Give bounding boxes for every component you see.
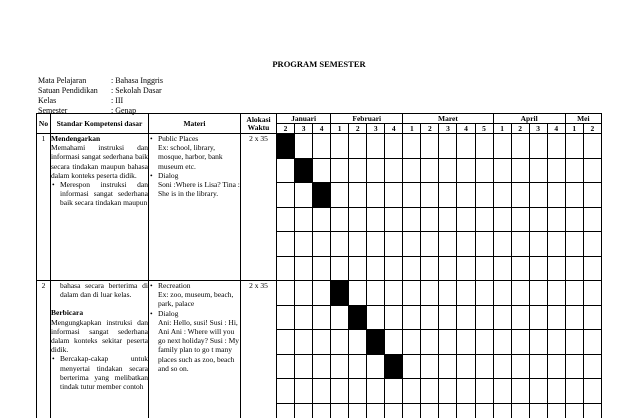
week-cell [277,207,295,232]
week-cell [313,207,331,232]
week-cell [439,158,457,183]
week-cell [403,134,421,159]
week-cell [349,305,367,330]
week-cell [385,158,403,183]
week-cell [529,232,547,257]
meta-key: Mata Pelajaran [38,76,87,85]
header-week: 2 [421,124,439,134]
week-cell [493,134,511,159]
schedule-row [37,281,602,306]
kompetensi-cell [51,134,149,281]
header-week: 2 [277,124,295,134]
meta-row-class [38,96,163,106]
week-cell [583,354,601,379]
week-cell [475,134,493,159]
week-cell [313,354,331,379]
week-cell [565,354,583,379]
alokasi-cell: 2 x 35 [241,281,277,418]
meta-value: : III [111,96,124,105]
week-cell [421,330,439,355]
week-cell [295,158,313,183]
week-cell [475,354,493,379]
week-cell [367,183,385,208]
header-week: 2 [511,124,529,134]
materi-text: Soni :Where is Lisa? Tina : She is in the library. [158,180,240,199]
week-cell [547,305,565,330]
week-cell [565,281,583,306]
week-cell [295,232,313,257]
alokasi-cell: 2 x 35 [241,134,277,281]
week-cell [493,330,511,355]
week-cell [367,379,385,404]
week-cell [565,183,583,208]
meta-key: Semester [38,106,68,115]
week-cell [439,207,457,232]
week-cell [529,379,547,404]
week-cell [277,256,295,281]
materi-text: Ani: Hello, susi! Susi : Hi, Ani Ani : Where will you go next holiday? Susi : My family plan to go t many places such as zoo, beach and so on. [158,317,240,373]
week-cell [493,232,511,257]
week-cell [349,354,367,379]
week-cell [493,183,511,208]
week-cell [385,305,403,330]
week-cell [367,330,385,355]
week-cell [439,354,457,379]
week-cell [565,256,583,281]
week-cell [331,134,349,159]
week-cell [295,207,313,232]
week-cell [475,207,493,232]
week-cell [457,158,475,183]
week-cell [565,330,583,355]
week-cell [277,232,295,257]
header-month-maret: Maret [403,114,493,124]
week-cell [547,281,565,306]
header-week: 4 [385,124,403,134]
week-cell [421,134,439,159]
week-cell [295,379,313,404]
week-cell [277,330,295,355]
header-week: 3 [295,124,313,134]
week-cell [493,354,511,379]
week-cell [331,183,349,208]
week-cell [457,379,475,404]
week-cell [565,305,583,330]
week-cell [403,281,421,306]
week-cell [349,207,367,232]
week-cell [583,379,601,404]
semester-schedule-table [36,113,602,418]
week-cell [313,232,331,257]
week-cell [511,281,529,306]
week-cell [475,330,493,355]
week-cell [403,354,421,379]
row-number: 1 [37,134,51,281]
materi-bullet: • Dialog [149,309,240,318]
header-week: 1 [403,124,421,134]
week-cell [511,183,529,208]
week-cell [529,183,547,208]
week-cell [295,281,313,306]
week-cell [565,158,583,183]
week-cell [511,379,529,404]
week-cell [493,403,511,418]
week-cell [277,354,295,379]
week-cell [421,183,439,208]
week-cell [295,256,313,281]
week-cell [421,403,439,418]
week-cell [367,134,385,159]
week-cell [565,207,583,232]
week-cell [457,256,475,281]
week-cell [529,354,547,379]
week-cell [385,281,403,306]
header-no: No [37,114,51,134]
week-cell [367,354,385,379]
week-cell [457,305,475,330]
week-cell [385,134,403,159]
week-cell [493,256,511,281]
row-number: 2 [37,281,51,418]
week-cell [403,379,421,404]
week-cell [421,232,439,257]
week-cell [331,232,349,257]
week-cell [583,134,601,159]
week-cell [547,207,565,232]
week-cell [529,134,547,159]
week-cell [547,379,565,404]
week-cell [457,207,475,232]
week-cell [511,134,529,159]
week-cell [547,330,565,355]
week-cell [565,134,583,159]
week-cell [403,305,421,330]
week-cell [367,256,385,281]
header-week: 2 [583,124,601,134]
week-cell [331,330,349,355]
header-week: 3 [529,124,547,134]
meta-key: Satuan Pendidikan [38,86,98,95]
kd-bullet: • Merespon instruksi dan informasi sangat sederhana baik secara tindakan maupun [51,180,148,208]
week-cell [565,403,583,418]
week-cell [385,207,403,232]
week-cell [367,281,385,306]
week-cell [349,183,367,208]
kd-text: Memahami instruksi dan informasi sangat sederhana baik secara tindakan maupun bahasa dalam konteks peserta didik. [51,143,148,180]
week-cell [493,207,511,232]
week-cell [565,232,583,257]
week-cell [421,354,439,379]
week-cell [385,256,403,281]
week-cell [277,158,295,183]
week-cell [421,158,439,183]
week-cell [511,330,529,355]
week-cell [583,330,601,355]
schedule-row [37,134,602,159]
week-cell [565,379,583,404]
header-month-april: April [493,114,565,124]
week-cell [313,305,331,330]
header-week: 3 [439,124,457,134]
week-cell [331,281,349,306]
week-cell [529,256,547,281]
header-standar: Standar Kompetensi dasar [51,114,149,134]
week-cell [385,330,403,355]
week-cell [331,379,349,404]
week-cell [349,158,367,183]
week-cell [403,330,421,355]
header-materi: Materi [149,114,241,134]
week-cell [529,158,547,183]
week-cell [583,183,601,208]
week-cell [583,256,601,281]
week-cell [511,232,529,257]
week-cell [583,232,601,257]
header-week: 3 [367,124,385,134]
week-cell [331,207,349,232]
week-cell [529,305,547,330]
week-cell [457,281,475,306]
week-cell [529,281,547,306]
week-cell [493,305,511,330]
week-cell [349,232,367,257]
meta-value: : Genap [111,106,137,115]
week-cell [421,256,439,281]
materi-text: Ex: zoo, museum, beach, park, palace [158,290,234,309]
week-cell [583,281,601,306]
week-cell [313,256,331,281]
week-cell [421,379,439,404]
week-cell [583,158,601,183]
header-week: 1 [331,124,349,134]
header-week: 4 [313,124,331,134]
week-cell [439,134,457,159]
materi-cell [149,134,241,281]
materi-bullet: • Recreation [149,281,240,290]
week-cell [295,305,313,330]
week-cell [385,232,403,257]
week-cell [313,403,331,418]
week-cell [331,354,349,379]
week-cell [475,403,493,418]
week-cell [367,158,385,183]
week-cell [403,256,421,281]
week-cell [349,281,367,306]
week-cell [511,354,529,379]
week-cell [547,158,565,183]
week-cell [313,379,331,404]
meta-key: Kelas [38,96,57,105]
week-cell [295,403,313,418]
week-cell [385,379,403,404]
week-cell [295,354,313,379]
week-cell [511,207,529,232]
week-cell [529,330,547,355]
week-cell [457,354,475,379]
week-cell [475,379,493,404]
week-cell [475,305,493,330]
week-cell [511,158,529,183]
week-cell [295,183,313,208]
document-title: PROGRAM SEMESTER [272,59,366,69]
week-cell [313,183,331,208]
week-cell [583,207,601,232]
week-cell [475,158,493,183]
week-cell [493,281,511,306]
week-cell [313,158,331,183]
week-cell [313,134,331,159]
week-cell [493,379,511,404]
kd-text: Mengungkapkan instruksi dan informasi sangat sederhana dalam konteks sekitar peserta didik. [51,317,148,355]
kompetensi-cell [51,281,149,418]
week-cell [421,305,439,330]
kd-continuation: bahasa secara berterima di dalam dan di luar kelas. [60,281,148,300]
week-cell [529,207,547,232]
week-cell [475,232,493,257]
kd-heading: Berbicara [51,308,84,318]
week-cell [439,305,457,330]
week-cell [511,403,529,418]
week-cell [475,281,493,306]
header-week: 4 [457,124,475,134]
week-cell [367,207,385,232]
week-cell [511,305,529,330]
header-month-mei: Mei [565,114,601,124]
document-meta [38,76,163,116]
week-cell [295,330,313,355]
week-cell [349,256,367,281]
week-cell [277,281,295,306]
week-cell [583,403,601,418]
week-cell [457,403,475,418]
week-cell [547,354,565,379]
week-cell [439,379,457,404]
week-cell [331,305,349,330]
materi-bullet: • Dialog [149,171,240,180]
meta-row-school [38,86,163,96]
materi-text: Ex: school, library, mosque, harbor, bank museum etc. [158,143,223,171]
header-week: 4 [547,124,565,134]
kd-bullet: • Bercakap-cakap untuk menyertai tindakan secara berterima yang melibatkan tindak tutur member contoh [51,354,148,391]
week-cell [547,232,565,257]
week-cell [367,232,385,257]
week-cell [439,232,457,257]
week-cell [439,330,457,355]
materi-bullet: • Public Places [149,134,240,143]
week-cell [439,403,457,418]
week-cell [277,134,295,159]
week-cell [331,403,349,418]
week-cell [421,207,439,232]
week-cell [403,232,421,257]
week-cell [331,256,349,281]
meta-row-subject [38,76,163,86]
week-cell [403,207,421,232]
week-cell [529,403,547,418]
week-cell [403,183,421,208]
week-cell [457,134,475,159]
week-cell [547,256,565,281]
week-cell [547,183,565,208]
week-cell [313,330,331,355]
week-cell [547,403,565,418]
header-row-months [37,114,602,124]
week-cell [385,183,403,208]
week-cell [349,330,367,355]
week-cell [403,403,421,418]
week-cell [313,281,331,306]
week-cell [277,379,295,404]
header-week: 1 [565,124,583,134]
week-cell [457,183,475,208]
week-cell [475,256,493,281]
week-cell [457,232,475,257]
week-cell [547,134,565,159]
week-cell [349,403,367,418]
header-alokasi: Alokasi Waktu [241,114,277,134]
meta-value: : Sekolah Dasar [111,86,162,95]
week-cell [493,158,511,183]
materi-cell [149,281,241,418]
week-cell [439,183,457,208]
header-week: 5 [475,124,493,134]
header-week: 2 [349,124,367,134]
kd-heading: Mendengarkan [51,134,101,143]
week-cell [367,403,385,418]
week-cell [349,134,367,159]
week-cell [349,379,367,404]
week-cell [295,134,313,159]
week-cell [331,158,349,183]
week-cell [403,158,421,183]
week-cell [277,305,295,330]
meta-value: : Bahasa Inggris [111,76,163,85]
header-month-januari: Januari [277,114,331,124]
header-week: 1 [493,124,511,134]
week-cell [457,330,475,355]
week-cell [277,183,295,208]
header-month-februari: Februari [331,114,403,124]
week-cell [277,403,295,418]
week-cell [421,281,439,306]
week-cell [511,256,529,281]
week-cell [385,354,403,379]
week-cell [367,305,385,330]
week-cell [439,256,457,281]
week-cell [439,281,457,306]
week-cell [583,305,601,330]
week-cell [475,183,493,208]
week-cell [385,403,403,418]
